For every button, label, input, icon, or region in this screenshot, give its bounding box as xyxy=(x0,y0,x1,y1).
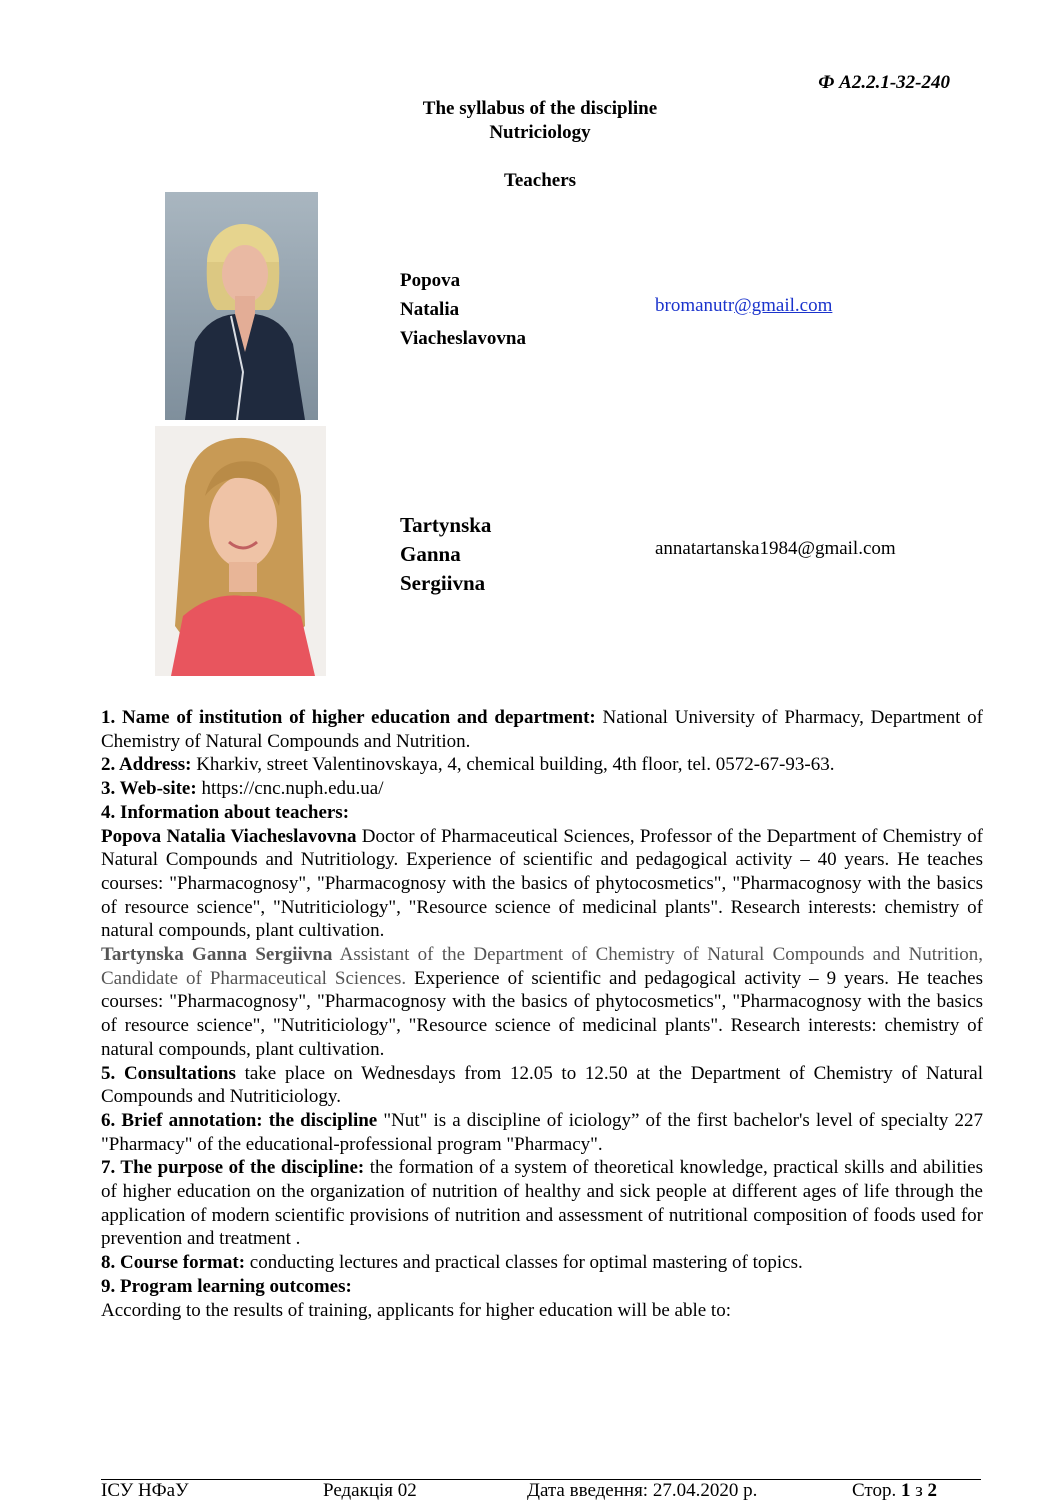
teacher-name-popova xyxy=(400,266,526,353)
section-course-format: 8. Course format: conducting lectures and practical classes for optimal mastering of topics. xyxy=(101,1252,803,1274)
teacher-photo-tartynska xyxy=(155,426,326,676)
teacher-patronymic: Sergiivna xyxy=(400,571,486,595)
teacher-info-tartynska: Tartynska Ganna Sergiivna Assistant of the Department of Chemistry of Natural Compounds and Nutrition, Candidate of Pharmaceutical Sciences. Experience of scientific and pedagogical activity – 9 years. He teaches courses: "Pharmacognosy", "Pharmacognosy with the basics of phytocosmetics", "Pharmacognosy with the basics of resource science", "Nutriticiology", "Resource science of medicinal plants". Research interests: chemistry of natural compounds, plant cultivation. xyxy=(101,944,984,1060)
email-user-part[interactable]: bromanutr xyxy=(655,295,735,316)
teacher-surname: Popova xyxy=(400,270,461,291)
teacher-info-popova: Popova Natalia Viacheslavovna Doctor of Pharmaceutical Sciences, Professor of the Department of Chemistry of Natural Compounds and Nutritiology. Experience of scientific and pedagogical activity – 40 years. He teaches courses: "Pharmacognosy", "Pharmacognosy with the basics of phytocosmetics", "Pharmacognosy with the basics of resource science", "Nutriticiology", "Resource science of medicinal plants". Research interests: chemistry of natural compounds, plant cultivation. xyxy=(101,825,983,942)
footer-edition: Редакція 02 xyxy=(323,1480,417,1501)
teacher-first-name: Ganna xyxy=(400,542,461,566)
section-learning-outcomes: 9. Program learning outcomes: xyxy=(101,1275,352,1297)
website-link[interactable]: https://cnc.nuph.edu.ua/ xyxy=(196,778,384,800)
teacher-email-tartynska[interactable]: annatartanska1984@gmail.com xyxy=(655,538,896,559)
teachers-heading: Teachers xyxy=(503,170,577,191)
section-consultations: 5. Consultations take place on Wednesdays from 12.05 to 12.50 at the Department of Chemistry of Natural Compounds and Nutriticiology. xyxy=(101,1062,983,1108)
footer-org: ІСУ НФаУ xyxy=(101,1480,189,1501)
section-purpose: 7. The purpose of the discipline: the formation of a system of theoretical knowledge, practical skills and abilities of higher education on the organization of nutrition of healthy and sick people at different ages of life through the application of modern scientific provisions of nutrition and assessment of nutritional composition of foods used for prevention and treatment . xyxy=(101,1157,983,1250)
teacher-email-popova[interactable] xyxy=(655,295,832,317)
teacher-patronymic: Viacheslavovna xyxy=(400,328,526,349)
teacher-surname: Tartynska xyxy=(400,513,492,537)
section-institution: 1. Name of institution of higher education and department: National University of Pharmacy, Department of Chemistry of Natural Compounds and Nutrition. xyxy=(101,707,983,752)
teacher-photo-popova xyxy=(165,192,318,420)
document-title: The syllabus of the discipline xyxy=(422,98,658,119)
footer-date: Дата введення: 27.04.2020 р. xyxy=(527,1480,758,1501)
document-code: Ф А2.2.1-32-240 xyxy=(818,72,950,93)
section-teachers-info: 4. Information about teachers: xyxy=(101,801,350,823)
syllabus-body xyxy=(101,706,983,1322)
section-website: 3. Web-site: https://cnc.nuph.edu.ua/ xyxy=(101,778,384,800)
learning-outcomes-intro: According to the results of training, applicants for higher education will be able to: xyxy=(101,1299,731,1321)
email-domain-part[interactable]: @gmail.com xyxy=(734,295,833,316)
teacher-name-tartynska xyxy=(400,511,491,598)
discipline-name: Nutriciology xyxy=(489,122,591,143)
footer-page-number: Стор. 1 з 2 xyxy=(852,1480,937,1501)
section-address: 2. Address: Kharkiv, street Valentinovskaya, 4, chemical building, 4th floor, tel. 0572-67-93-63. xyxy=(101,754,835,776)
section-annotation: 6. Brief annotation: the discipline "Nut" is a discipline of iciology” of the first bachelor's level of specialty 227 "Pharmacy" of the educational-professional program "Pharmacy". xyxy=(101,1109,983,1155)
teacher-first-name: Natalia xyxy=(400,299,460,320)
